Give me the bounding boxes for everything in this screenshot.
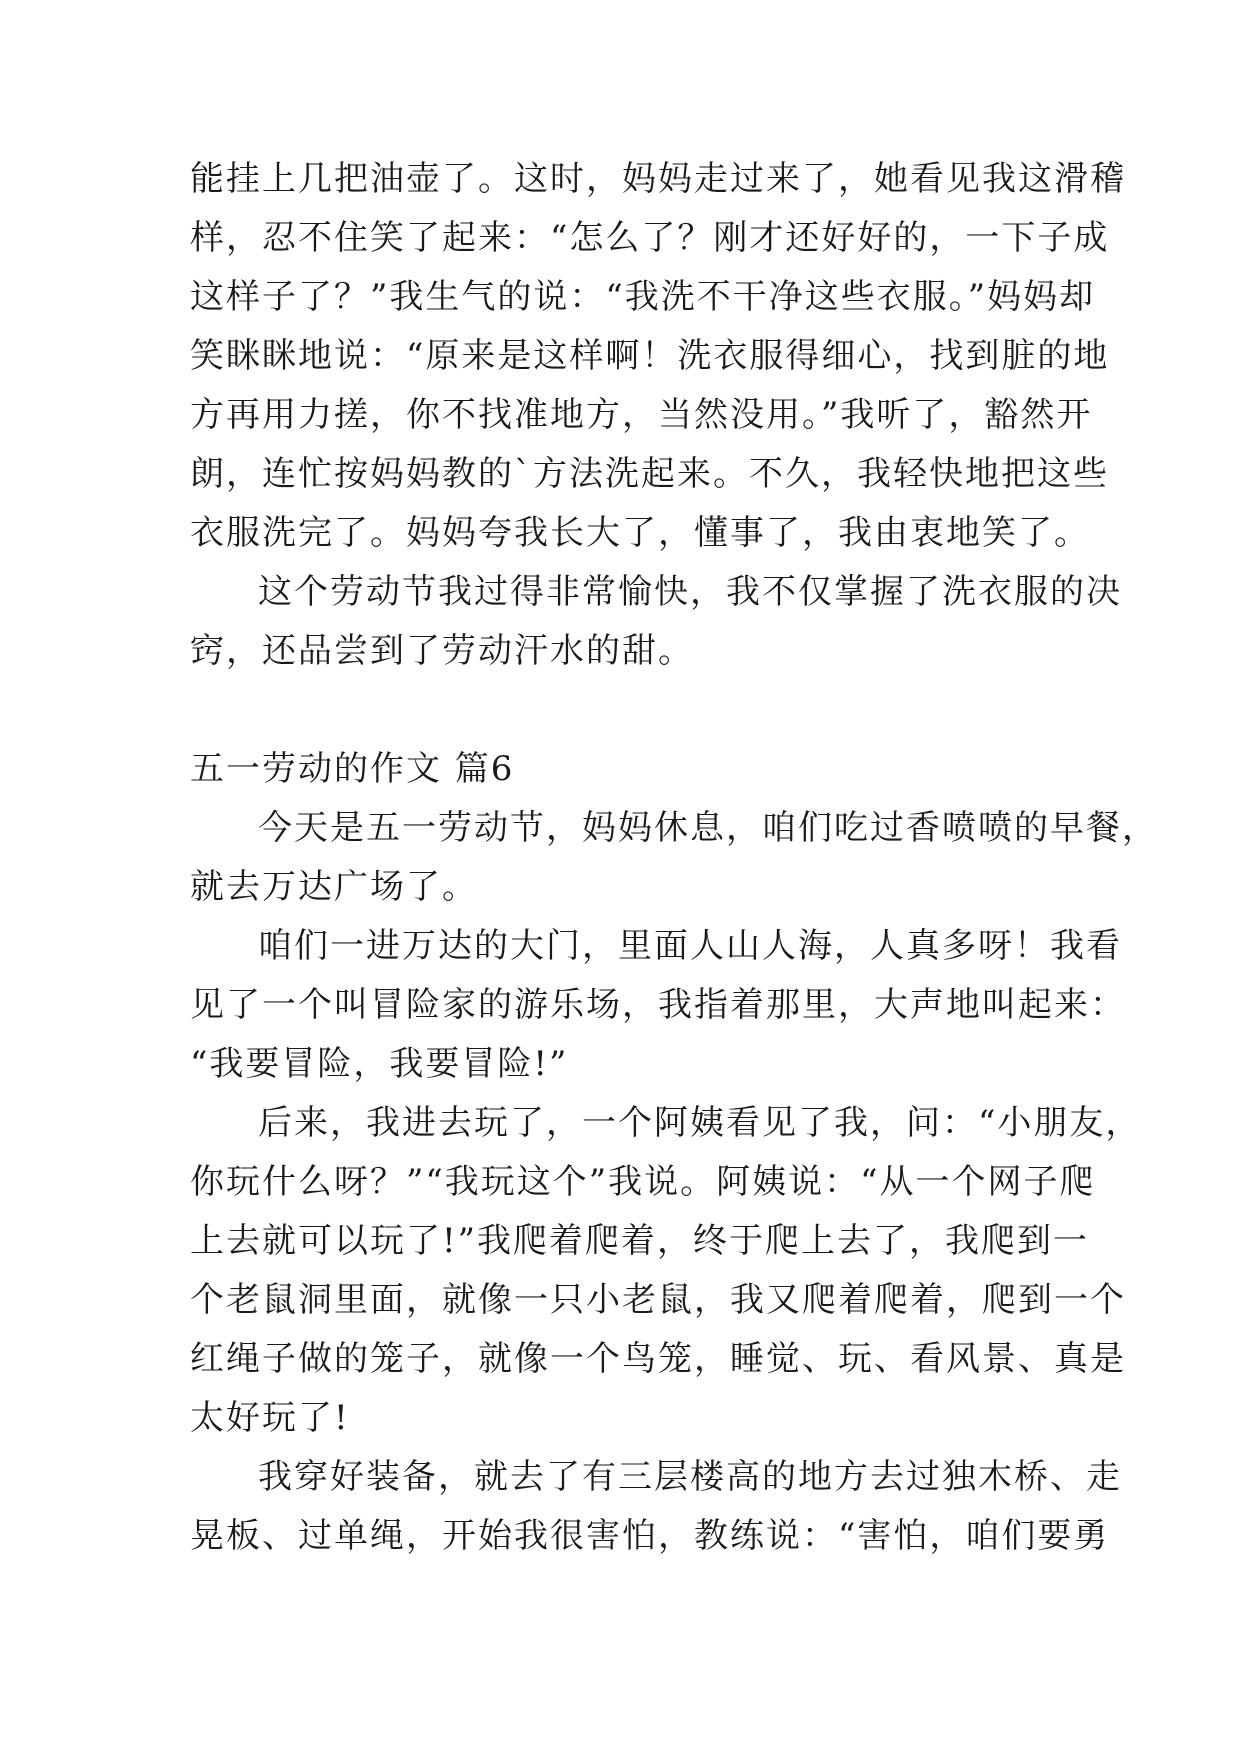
text-line: 晃板、过单绳，开始我很害怕，教练说：“害怕，咱们要勇 xyxy=(190,1516,1110,1556)
text-line: 窍，还品尝到了劳动汗水的甜。 xyxy=(190,631,694,671)
text-line: 衣服洗完了。妈妈夸我长大了，懂事了，我由衷地笑了。 xyxy=(190,513,1090,553)
text-line: 朗，连忙按妈妈教的`方法洗起来。不久，我轻快地把这些 xyxy=(190,454,1109,494)
paragraph-arrival xyxy=(190,917,1126,1094)
document-page xyxy=(190,150,1158,1566)
text-line: 红绳子做的笼子，就像一个鸟笼，睡觉、玩、看风景、真是 xyxy=(190,1339,1126,1379)
paragraph-laundry-ending xyxy=(190,150,1126,563)
text-line: 这个劳动节我过得非常愉快，我不仅掌握了洗衣服的决 xyxy=(258,572,1122,612)
text-line: 我穿好装备，就去了有三层楼高的地方去过独木桥、走 xyxy=(258,1457,1122,1497)
text-line: 方再用力搓，你不找准地方，当然没用。”我听了，豁然开 xyxy=(190,395,1093,435)
text-line: 今天是五一劳动节，妈妈休息，咱们吃过香喷喷的早餐， xyxy=(258,808,1158,848)
paragraph-equipment xyxy=(190,1448,1122,1566)
text-line: 后来，我进去玩了，一个阿姨看见了我，问：“小朋友， xyxy=(258,1103,1142,1143)
paragraph-conclusion xyxy=(190,563,1122,681)
text-line: “我要冒险，我要冒险!” xyxy=(190,1044,569,1084)
text-line: 笑眯眯地说：“原来是这样啊！洗衣服得细心，找到脏的地 xyxy=(190,336,1110,376)
text-line: 咱们一进万达的大门，里面人山人海，人真多呀！我看 xyxy=(258,926,1122,966)
text-line: 这样子了？”我生气的说：“我洗不干净这些衣服。”妈妈却 xyxy=(190,277,1096,317)
paragraph-playground xyxy=(190,1094,1142,1448)
text-line: 就去万达广场了。 xyxy=(190,867,478,907)
text-line: 个老鼠洞里面，就像一只小老鼠，我又爬着爬着，爬到一个 xyxy=(190,1280,1126,1320)
text-line: 见了一个叫冒险家的游乐场，我指着那里，大声地叫起来： xyxy=(190,985,1126,1025)
text-line: 上去就可以玩了!”我爬着爬着，终于爬上去了，我爬到一 xyxy=(190,1221,1090,1261)
essay-heading: 五一劳动的作文 篇6 xyxy=(190,749,515,789)
text-line: 能挂上几把油壶了。这时，妈妈走过来了，她看见我这滑稽 xyxy=(190,159,1126,199)
paragraph-intro xyxy=(190,799,1158,917)
text-line: 你玩什么呀？”“我玩这个”我说。阿姨说：“从一个网子爬 xyxy=(190,1162,1096,1202)
text-line: 样，忍不住笑了起来：“怎么了？刚才还好好的，一下子成 xyxy=(190,218,1110,258)
text-line: 太好玩了! xyxy=(190,1398,350,1438)
